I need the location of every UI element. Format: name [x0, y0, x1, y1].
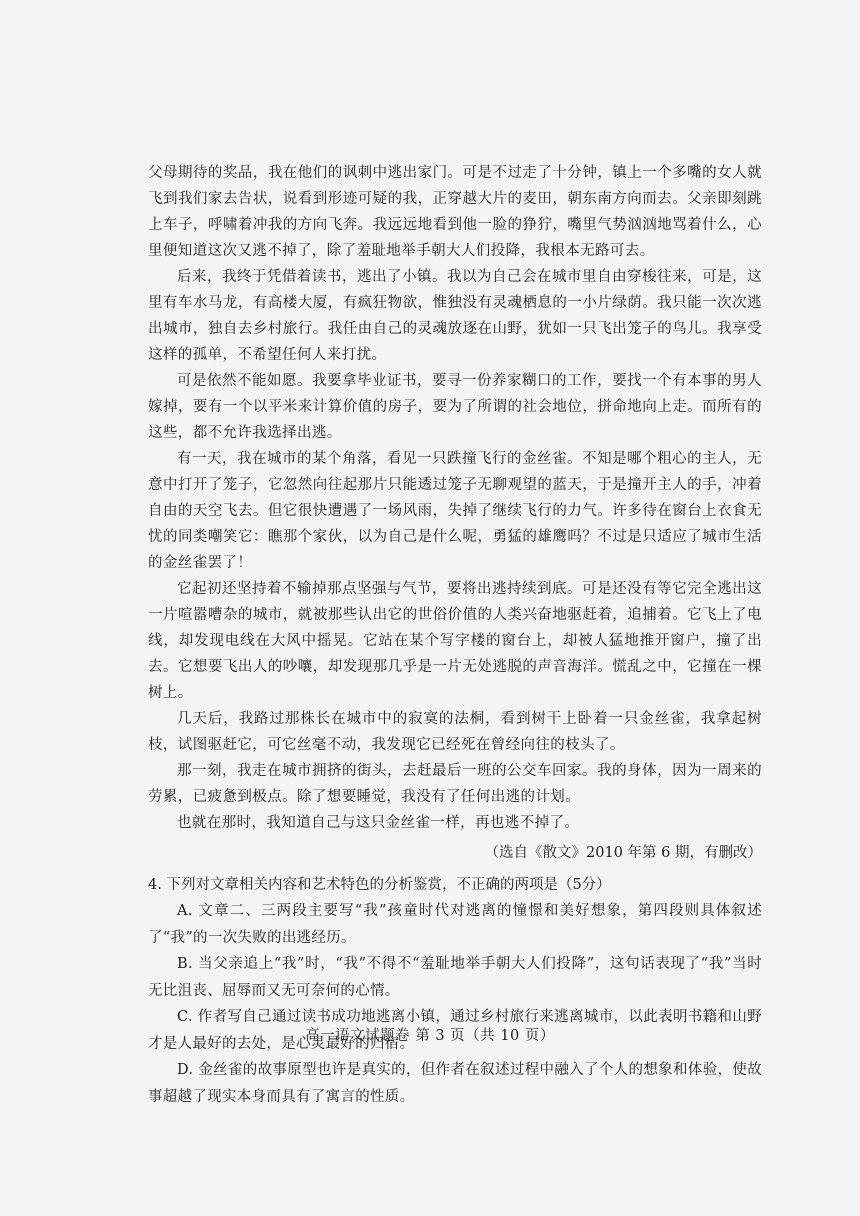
passage-paragraph-2: 后来，我终于凭借着读书，逃出了小镇。我以为自己会在城市里自由穿梭往来，可是，这里有车水马龙，有高楼大厦，有疯狂物欲，惟独没有灵魂栖息的一小片绿荫。我只能一次次逃出城市，独自去乡村旅行。我任由自己的灵魂放逐在山野，犹如一只飞出笼子的鸟儿。我享受这样的孤单，不希望任何人来打扰。 [148, 269, 762, 363]
passage-paragraph-8: 也就在那时，我知道自己与这只金丝雀一样，再也逃不掉了。 [177, 815, 580, 831]
passage-paragraph-5: 它起初还坚持着不输掉那点坚强与气节，要将出逃持续到底。可是还没有等它完全逃出这一片喧嚣嘈杂的城市，就被那些认出它的世俗价值的人类兴奋地驱赶着，追捕着。它飞上了电线，却发现电线在大风中摇晃。它站在某个写字楼的窗台上，却被人猛地推开窗户，撞了出去。它想要飞出人的吵嚷，却发现那几乎是一片无处逃脱的声音海洋。慌乱之中，它撞在一棵树上。 [148, 581, 762, 701]
option-c: C. 作者写自己通过读书成功地逃离小镇，通过乡村旅行来逃离城市，以此表明书籍和山野才是人最好的去处，是心灵最好的归宿。 [148, 1009, 762, 1052]
passage-paragraph-4: 有一天，我在城市的某个角落，看见一只跌撞飞行的金丝雀。不知是哪个粗心的主人，无意中打开了笼子，它忽然向往起那片只能透过笼子无聊观望的蓝天，于是撞开主人的手，冲着自由的天空飞去。但它很快遭遇了一场风雨，失掉了继续飞行的力气。许多待在窗台上衣食无忧的同类嘲笑它：瞧那个家伙，以为自己是什么呢，勇猛的雄鹰吗？不过是只适应了城市生活的金丝雀罢了！ [148, 451, 762, 571]
passage-paragraph-6: 几天后，我路过那株长在城市中的寂寞的法桐，看到树干上卧着一只金丝雀，我拿起树枝，试图驱赶它，可它丝毫不动，我发现它已经死在曾经向往的枝头了。 [148, 711, 762, 753]
passage-paragraph-3: 可是依然不能如愿。我要拿毕业证书，要寻一份养家糊口的工作，要找一个有本事的男人嫁掉，要有一个以平米来计算价值的房子，要为了所谓的社会地位，拼命地向上走。而所有的这些，都不允许我选择出逃。 [148, 373, 762, 441]
passage-paragraph-1: 父母期待的奖品，我在他们的讽刺中逃出家门。可是不过走了十分钟，镇上一个多嘴的女人就飞到我们家去告状，说看到形迹可疑的我，正穿越大片的麦田，朝东南方向而去。父亲即刻跳上车子，呼啸着冲我的方向飞奔。我远远地看到他一脸的狰狞，嘴里气势汹汹地骂着什么，心里便知道这次又逃不掉了，除了羞耻地举手朝大人们投降，我根本无路可去。 [148, 165, 762, 259]
source-citation: （选自《散文》2010 年第 6 期，有删改） [484, 845, 762, 861]
passage-paragraph-7: 那一刻，我走在城市拥挤的街头，去赶最后一班的公交车回家。我的身体，因为一周来的劳累，已疲惫到极点。除了想要睡觉，我没有了任何出逃的计划。 [148, 763, 762, 805]
option-a: A. 文章二、三两段主要写“我”孩童时代对逃离的憧憬和美好想象，第四段则具体叙述了“我”的一次失败的出逃经历。 [148, 903, 762, 946]
page-content [148, 160, 762, 1110]
page-footer: 高一语文试题卷 第 3 页（共 10 页） [305, 1028, 555, 1044]
question-stem: 4. 下列对文章相关内容和艺术特色的分析鉴赏，不正确的两项是（5分） [148, 877, 611, 893]
option-b: B. 当父亲追上“我”时，“我”不得不“羞耻地举手朝大人们投降”，这句话表现了“我”当时无比沮丧、屈辱而又无可奈何的心情。 [148, 956, 762, 999]
option-d: D. 金丝雀的故事原型也许是真实的，但作者在叙述过程中融入了个人的想象和体验，使故事超越了现实本身而具有了寓言的性质。 [148, 1062, 762, 1105]
